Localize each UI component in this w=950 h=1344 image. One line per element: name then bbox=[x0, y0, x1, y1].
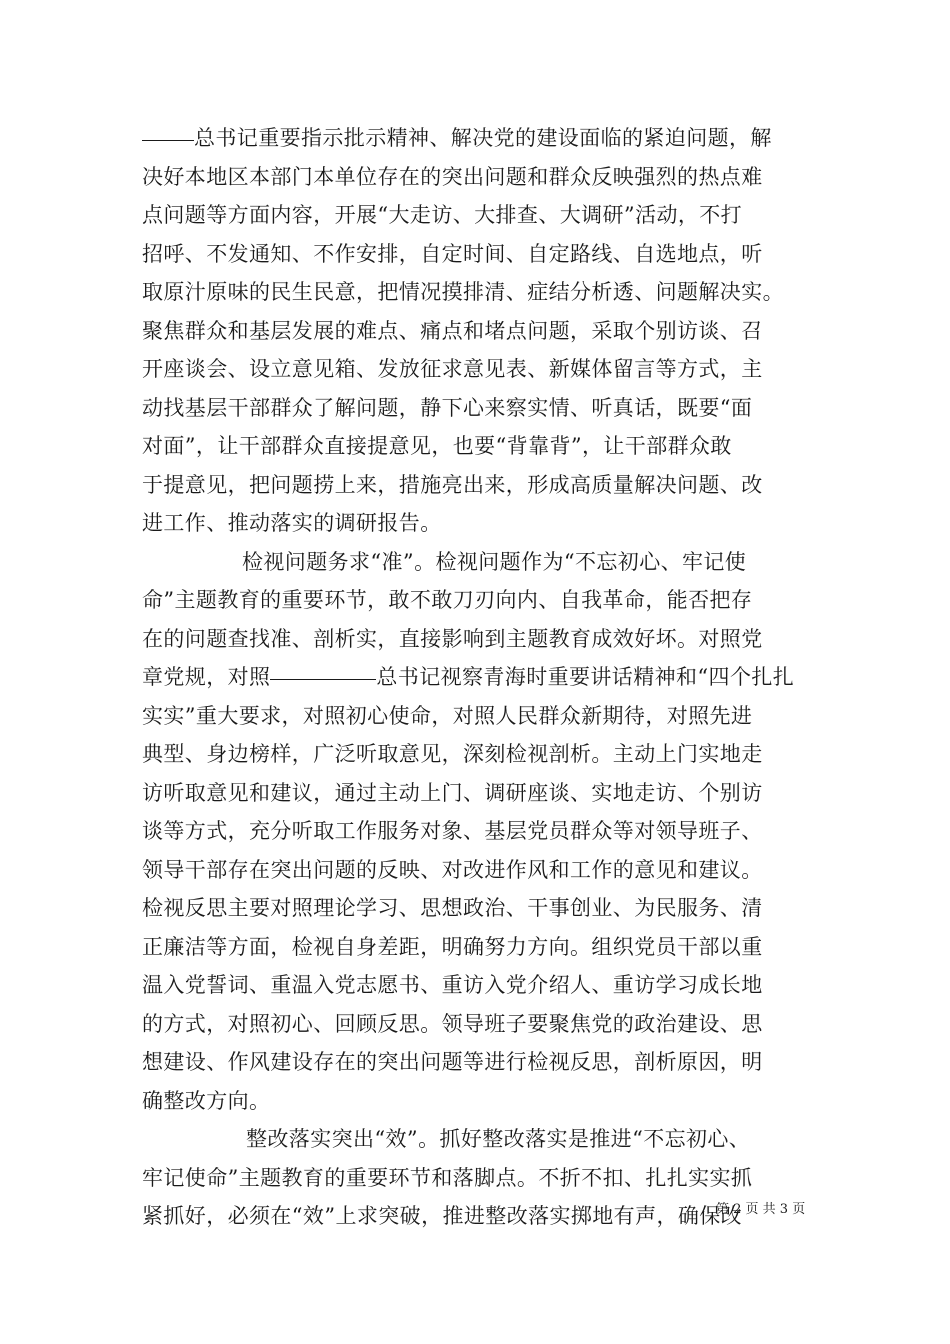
fill-in-blank bbox=[270, 659, 376, 680]
text-line: 领导干部存在突出问题的反映、对改进作风和工作的意见和建议。 bbox=[142, 857, 763, 882]
text-line: 检视反思主要对照理论学习、思想政治、干事创业、为民服务、清 bbox=[142, 896, 763, 920]
text-line: 谈等方式，充分听取工作服务对象、基层党员群众等对领导班子、 bbox=[142, 819, 763, 843]
text-line bbox=[142, 658, 818, 697]
text-line: 在的问题查找准、剖析实，直接影响到主题教育成效好坏。对照党 bbox=[142, 626, 763, 651]
text-line: 确整改方向。 bbox=[142, 1088, 271, 1113]
text-line-content: 总书记视察青海时重要讲话精神和“四个扎扎 bbox=[376, 665, 795, 689]
paragraph-heading-line bbox=[142, 1120, 818, 1159]
text-line: 开座谈会、设立意见箱、发放征求意见表、新媒体留言等方式，主 bbox=[142, 357, 763, 381]
text-line: 动找基层干部群众了解问题，静下心来察实情、听真话，既要“面 bbox=[142, 395, 753, 420]
body-text bbox=[142, 119, 818, 1236]
text-line: 点问题等方面内容，开展“大走访、大排查、大调研”活动，不打 bbox=[142, 203, 743, 227]
text-line: 的方式，对照初心、回顾反思。领导班子要聚焦党的政治建设、思 bbox=[142, 1011, 763, 1036]
text-line: 决好本地区本部门本单位存在的突出问题和群众反映强烈的热点难 bbox=[142, 164, 763, 189]
text-line: 招呼、不发通知、不作安排，自定时间、自定路线、自选地点，听 bbox=[142, 241, 763, 266]
text-line: 访听取意见和建议，通过主动上门、调研座谈、实地走访、个别访 bbox=[142, 780, 763, 805]
text-line: 于提意见，把问题捞上来，措施亮出来，形成高质量解决问题、改 bbox=[142, 472, 763, 497]
text-line: 聚焦群众和基层发展的难点、痛点和堵点问题，采取个别访谈、召 bbox=[142, 318, 763, 343]
text-line: 牢记使命”主题教育的重要环节和落脚点。不折不扣、扎扎实实抓 bbox=[142, 1165, 753, 1190]
text-line-content: 检视问题务求“准”。检视问题作为“不忘初心、牢记使 bbox=[242, 549, 747, 574]
text-line: 命”主题教育的重要环节，敢不敢刀刃向内、自我革命，能否把存 bbox=[142, 588, 753, 612]
text-line-content: 总书记重要指示批示精神、解决党的建设面临的紧迫问题，解 bbox=[194, 126, 772, 150]
fill-in-blank bbox=[142, 120, 194, 141]
text-line: 取原汁原味的民生民意，把情况摸排清、症结分析透、问题解决实。 bbox=[142, 280, 784, 304]
text-line: 正廉洁等方面，检视自身差距，明确努力方向。组织党员干部以重 bbox=[142, 934, 763, 959]
text-line: 进工作、推动落实的调研报告。 bbox=[142, 511, 442, 535]
text-line: 对面”，让干部群众直接提意见，也要“背靠背”，让干部群众敢 bbox=[142, 434, 732, 458]
text-line-content: 整改落实突出“效”。抓好整改落实是推进“不忘初心、 bbox=[246, 1127, 751, 1151]
text-line: 典型、身边榜样，广泛听取意见，深刻检视剖析。主动上门实地走 bbox=[142, 742, 763, 766]
paragraph-heading-line bbox=[142, 543, 818, 582]
text-line: 实实”重大要求，对照初心使命，对照人民群众新期待，对照先进 bbox=[142, 703, 753, 728]
text-line: 想建设、作风建设存在的突出问题等进行检视反思，剖析原因，明 bbox=[142, 1050, 763, 1074]
page-number-footer: 第 2 页 共 3 页 bbox=[716, 1202, 806, 1217]
text-line: 紧抓好，必须在“效”上求突破，推进整改落实掷地有声，确保改 bbox=[142, 1204, 743, 1228]
text-line bbox=[142, 119, 818, 158]
text-line: 温入党誓词、重温入党志愿书、重访入党介绍人、重访学习成长地 bbox=[142, 973, 763, 997]
text-line-content: 章党规，对照 bbox=[142, 665, 271, 689]
